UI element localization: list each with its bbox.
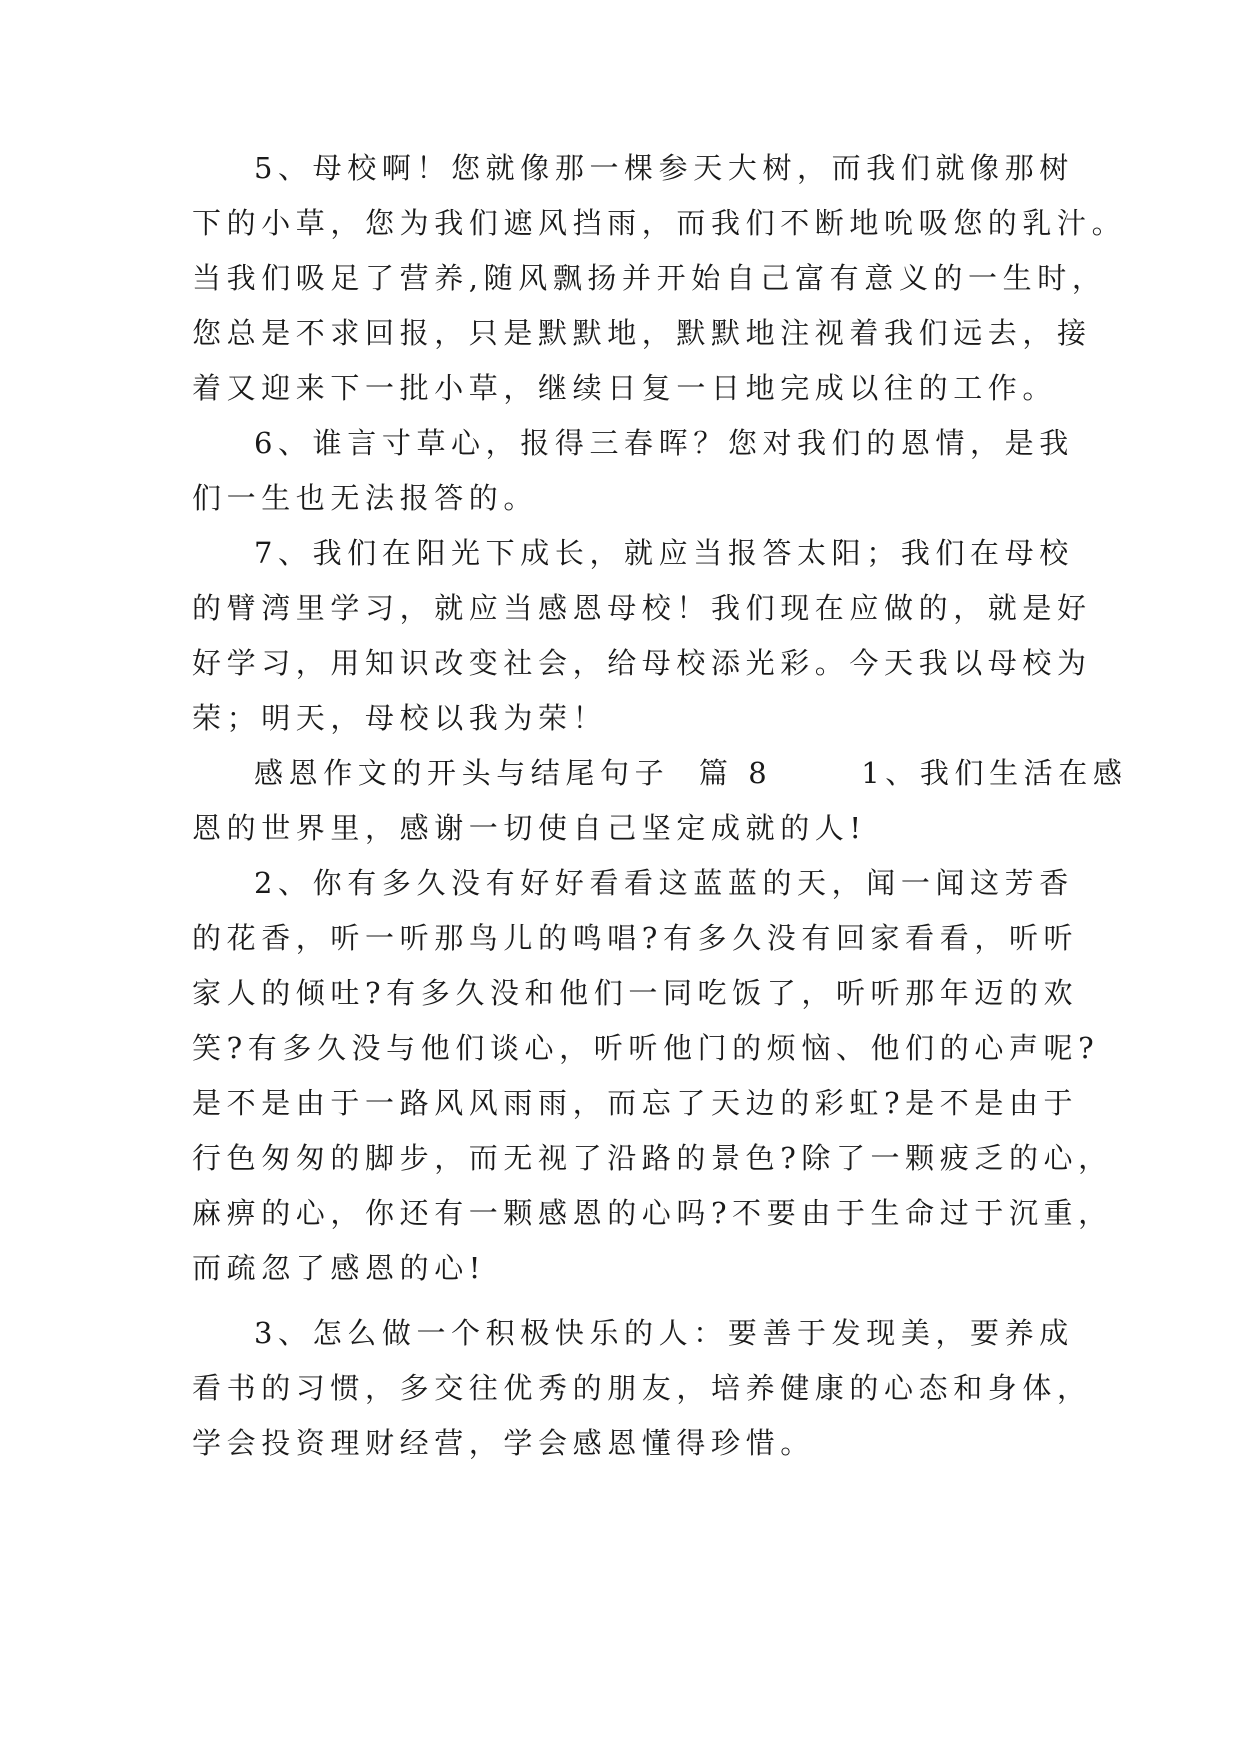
paragraph-5-line-3: 当我们吸足了营养,随风飘扬并开始自己富有意义的一生时， [192, 261, 1107, 295]
paragraph-7-line-1: 7、我们在阳光下成长，就应当报答太阳；我们在母校 [254, 536, 1074, 570]
item-2-line-6: 行色匆匆的脚步，而无视了沿路的景色?除了一颗疲乏的心， [192, 1141, 1113, 1175]
paragraph-5-line-5: 着又迎来下一批小草，继续日复一日地完成以往的工作。 [192, 371, 1058, 405]
paragraph-5-line-1: 5、母校啊！您就像那一棵参天大树，而我们就像那树 [254, 151, 1074, 185]
item-2-line-5: 是不是由于一路风风雨雨，而忘了天边的彩虹?是不是由于 [192, 1086, 1079, 1120]
item-2-line-4: 笑?有多久没与他们谈心，听听他门的烦恼、他们的心声呢? [192, 1031, 1100, 1065]
paragraph-7-line-4: 荣；明天，母校以我为荣！ [192, 701, 608, 735]
section-heading-line: 感恩作文的开头与结尾句子 篇 8 1、我们生活在感 [254, 756, 1128, 790]
paragraph-5-line-4: 您总是不求回报，只是默默地，默默地注视着我们远去，接 [192, 316, 1092, 350]
paragraph-7-line-3: 好学习，用知识改变社会，给母校添光彩。今天我以母校为 [192, 646, 1092, 680]
section-item-1-line-2: 恩的世界里，感谢一切使自己坚定成就的人! [192, 811, 867, 845]
item-3-line-2: 看书的习惯，多交往优秀的朋友，培养健康的心态和身体， [192, 1371, 1092, 1405]
paragraph-5-line-2: 下的小草，您为我们遮风挡雨，而我们不断地吮吸您的乳汁。 [192, 206, 1127, 240]
item-2-line-8: 而疏忽了感恩的心! [192, 1251, 487, 1285]
item-2-line-2: 的花香，听一听那鸟儿的鸣唱?有多久没有回家看看，听听 [192, 921, 1079, 955]
item-3-line-1: 3、怎么做一个积极快乐的人：要善于发现美，要养成 [254, 1316, 1074, 1350]
item-2-line-7: 麻痹的心，你还有一颗感恩的心吗?不要由于生命过于沉重， [192, 1196, 1113, 1230]
item-3-line-3: 学会投资理财经营，学会感恩懂得珍惜。 [192, 1426, 815, 1460]
paragraph-7-line-2: 的臂湾里学习，就应当感恩母校！我们现在应做的，就是好 [192, 591, 1092, 625]
item-2-line-1: 2、你有多久没有好好看看这蓝蓝的天，闻一闻这芳香 [254, 866, 1074, 900]
item-2-line-3: 家人的倾吐?有多久没和他们一同吃饭了，听听那年迈的欢 [192, 976, 1079, 1010]
paragraph-6-line-1: 6、谁言寸草心，报得三春晖？您对我们的恩情，是我 [254, 426, 1074, 460]
paragraph-6-line-2: 们一生也无法报答的。 [192, 481, 539, 515]
